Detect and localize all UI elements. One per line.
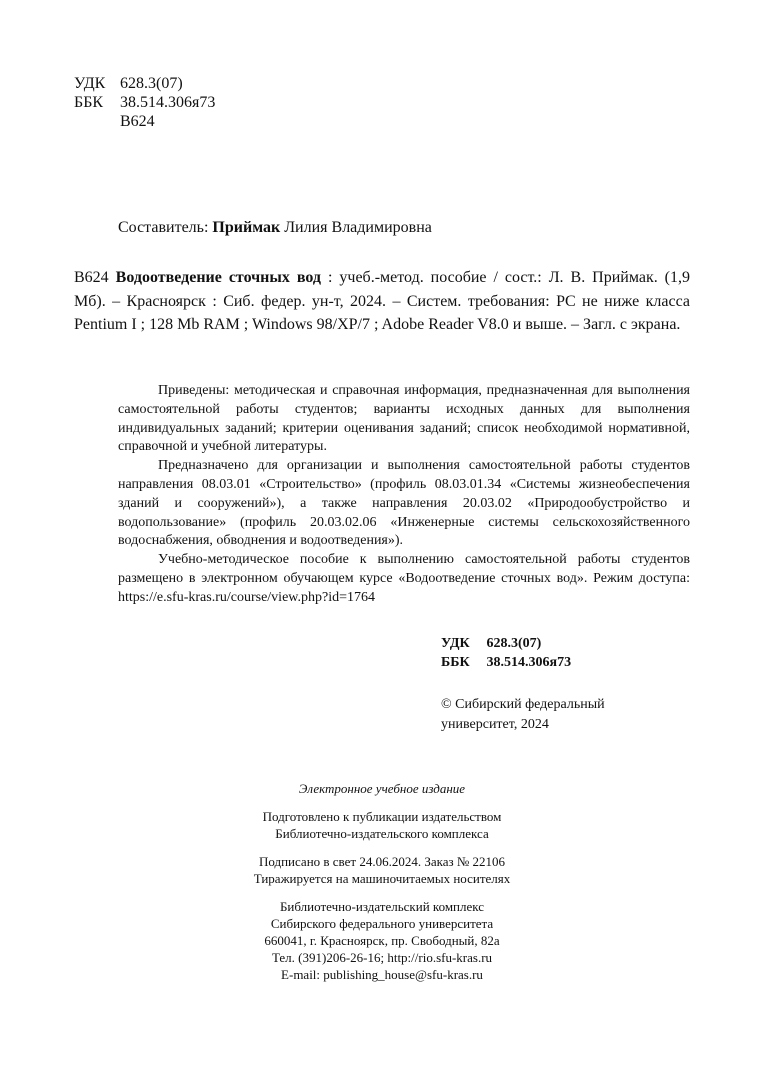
copyright-line: университет, 2024 bbox=[441, 716, 549, 732]
bottom-bbk-label: ББК bbox=[441, 655, 470, 670]
address-line: 660041, г. Красноярск, пр. Свободный, 82а bbox=[264, 933, 500, 948]
publication-imprint bbox=[0, 780, 764, 983]
bottom-udk-value: 628.3(07) bbox=[486, 636, 542, 651]
email-line: E-mail: publishing_house@sfu-kras.ru bbox=[281, 967, 483, 982]
annotation-paragraph: Приведены: методическая и справочная информация, предназначенная для выполнения самостоятельной работы студентов; варианты исходных данных для выполнения индивидуальных заданий; критерии оценивания заданий; список необходимой нормативной, справочной и учебной литературы. bbox=[118, 383, 690, 455]
author-mark: В624 bbox=[120, 113, 155, 130]
bottom-bbk-value: 38.514.306я73 bbox=[486, 655, 572, 670]
compiler-line bbox=[118, 217, 432, 239]
bottom-udk-label: УДК bbox=[441, 636, 470, 651]
biblio-description: : учеб.-метод. пособие / сост.: Л. В. Приймак. (1,9 Мб). – Красноярск : Сиб. федер. ун-т, 2024. – Систем. требования: PC не ниже класса Pentium I ; 128 Mb RAM ; Windows 98/XP/7 ; Adobe Reader V8.0 и выше. – Загл. с экрана. bbox=[74, 269, 691, 333]
bottom-udk-row bbox=[441, 634, 571, 653]
bibliographic-record bbox=[74, 266, 690, 337]
annotation bbox=[118, 382, 690, 608]
compiler-prefix: Составитель: bbox=[118, 219, 209, 236]
publisher-line: Сибирского федерального университета bbox=[270, 916, 494, 931]
copyright-notice bbox=[441, 695, 605, 734]
publisher-line: Библиотечно-издательский комплекс bbox=[279, 899, 485, 914]
prepared-line: Подготовлено к публикации издательством bbox=[262, 809, 502, 824]
book-title: Водоотведение сточных вод bbox=[115, 269, 322, 286]
phone-line: Тел. (391)206-26-16; http://rio.sfu-kras.ru bbox=[271, 950, 493, 965]
annotation-paragraph: Предназначено для организации и выполнения самостоятельной работы студентов направления 08.03.01 «Строительство» (профиль 08.03.01.34 «Системы жизнеобеспечения зданий и сооружений»), а также направления 20.03.02 «Природообустройство и водопользование» (профиль 20.03.02.06 «Инженерные системы сельскохозяйственного водоснабжения, обводнения и водоотведения»). bbox=[118, 458, 690, 549]
bottom-classification-codes bbox=[441, 634, 571, 672]
compiler-names: Лилия Владимировна bbox=[284, 219, 432, 236]
compiler-surname: Приймак bbox=[212, 219, 281, 236]
bbk-label: ББК bbox=[74, 94, 104, 111]
biblio-mark: В624 bbox=[74, 269, 109, 286]
udk-row bbox=[74, 74, 215, 93]
signed-line: Подписано в свет 24.06.2024. Заказ № 22106 bbox=[258, 854, 506, 869]
bottom-bbk-row bbox=[441, 653, 571, 672]
copyright-line: © Сибирский федеральный bbox=[441, 697, 605, 712]
distribution-line: Тиражируется на машиночитаемых носителях bbox=[253, 871, 511, 886]
classification-codes bbox=[74, 74, 215, 131]
bbk-value: 38.514.306я73 bbox=[120, 94, 216, 111]
annotation-paragraph: Учебно-методическое пособие к выполнению самостоятельной работы студентов размещено в электронном обучающем курсе «Водоотведение сточных вод». Режим доступа: https://e.sfu-kras.ru/course/view.php?id=1764 bbox=[118, 552, 690, 605]
udk-value: 628.3(07) bbox=[120, 75, 183, 92]
udk-label: УДК bbox=[74, 75, 106, 92]
edition-type: Электронное учебное издание bbox=[298, 781, 466, 796]
prepared-line: Библиотечно-издательского комплекса bbox=[275, 826, 489, 841]
bbk-row bbox=[74, 93, 215, 112]
